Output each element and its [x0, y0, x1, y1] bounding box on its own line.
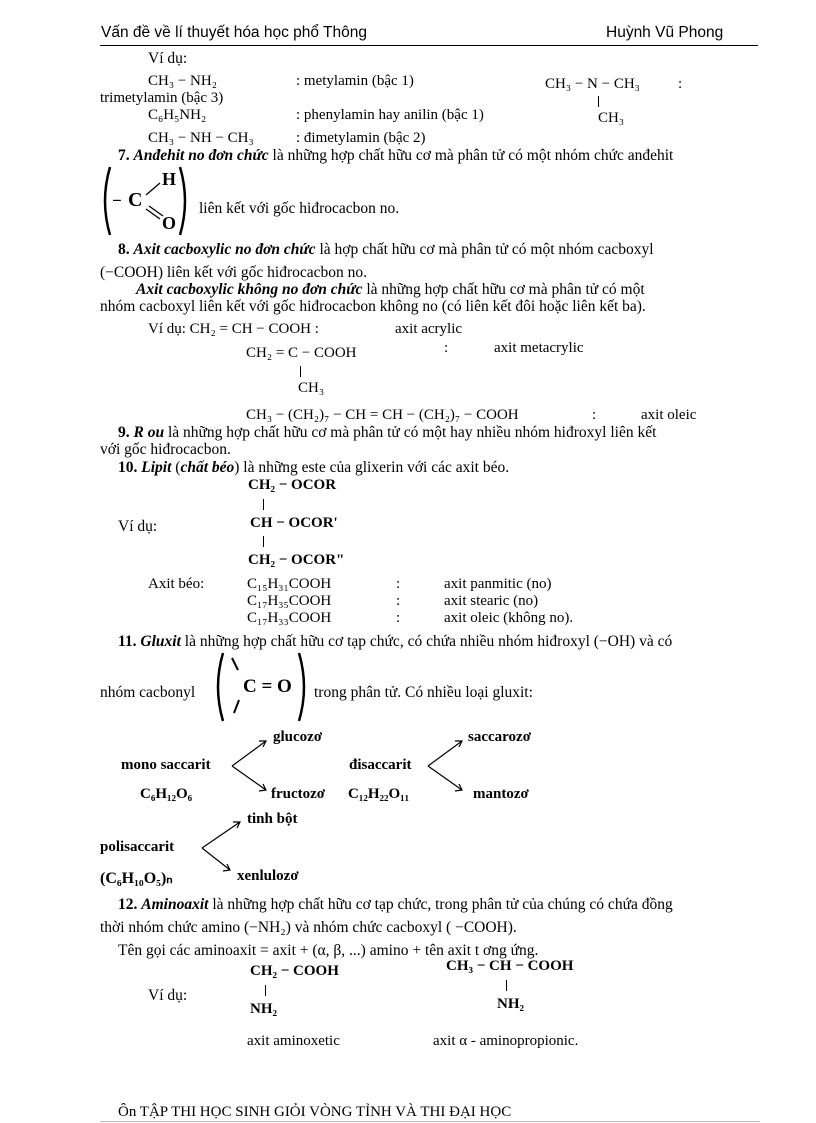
amino-name-1: axit aminoxetic: [247, 1033, 340, 1049]
header-title: Vấn đề về lí thuyết hóa học phổ Thông: [101, 24, 367, 41]
lipit-f2: CH − OCOR': [250, 515, 338, 531]
s12-line1: [118, 896, 673, 914]
arrow-saccarozo: [428, 741, 462, 766]
amino-f1b: NH₂: [250, 1001, 277, 1017]
footer-rule: [100, 1121, 760, 1122]
xenlulozo: xenlulozơ: [237, 868, 299, 884]
s7-term: Anđehit no đơn chức: [133, 147, 269, 164]
amin-trimethyl-formula: CH₃ − N − CH₃: [545, 76, 640, 92]
mantozo: mantozơ: [473, 786, 529, 802]
s8-ex3-colon: :: [592, 407, 597, 423]
acid-2-colon: :: [396, 593, 401, 609]
acid-3-formula: C₁₇H₃₃COOH: [247, 610, 332, 626]
s8-l2: (−COOH) liên kết với gốc hiđrocacbon no.: [100, 264, 368, 281]
footer-text: Ôn TẬP THI HỌC SINH GIỎI VÒNG TỈNH VÀ THI ĐẠI HỌC: [118, 1104, 512, 1120]
fructozo: fructozơ: [271, 786, 326, 802]
s7-h: H: [162, 169, 177, 189]
s7-o: O: [162, 213, 177, 233]
s8-ex2-name: axit metacrylic: [494, 340, 584, 356]
s10-text: là những este của glixerin với các axit béo.: [243, 459, 510, 476]
s8-ex1: Ví dụ: CH₂ = CH − COOH :: [148, 321, 319, 337]
tinh-bot: tinh bột: [247, 811, 298, 827]
polisaccarit: polisaccarit: [100, 839, 175, 855]
s10-num: 10.: [118, 459, 138, 476]
amin-r4-formula: CH₃ − NH − CH₃: [148, 130, 254, 146]
s11-num: 11.: [118, 633, 137, 650]
acid-1-formula: C₁₅H₃₁COOH: [247, 576, 332, 592]
s10-term2: chất béo: [180, 459, 235, 476]
arrow-mantozo: [428, 766, 462, 791]
arrow-fructozo: [232, 766, 266, 791]
amin-trimethyl-ch3: CH₃: [598, 110, 625, 126]
s8-term2: Axit cacboxylic không no đơn chức: [136, 281, 363, 298]
s8-ex2: CH₂ = C − COOH: [246, 345, 357, 361]
s8-num: 8.: [118, 241, 130, 258]
lipit-f3: CH₂ − OCOR": [248, 552, 345, 568]
amino-name-2: axit α - aminopropionic.: [433, 1033, 579, 1049]
s8-term: Axit cacboxylic no đơn chức: [133, 241, 316, 258]
s8-l4: nhóm cacboxyl liên kết với gốc hiđrocacbon không no (có liên kết đôi hoặc liên kết ba).: [100, 298, 646, 315]
amin-r1-name: : metylamin (bậc 1): [296, 73, 414, 89]
acid-1-colon: :: [396, 576, 401, 592]
amin-r1-formula: CH₃ − NH₂: [148, 73, 217, 89]
amin-vidu: Ví dụ:: [148, 50, 188, 67]
s8-ex2-ch3: CH₃: [298, 380, 325, 396]
s8-l3: là những hợp chất hữu cơ mà phân tử có một: [366, 281, 645, 298]
acid-2-formula: C₁₇H₃₅COOH: [247, 593, 332, 609]
s8-ex2-colon: :: [444, 340, 449, 356]
s11-l1: là những hợp chất hữu cơ tạp chức, có chứa nhiều nhóm hiđroxyl (−OH) và có: [184, 633, 673, 650]
amin-r3-name: : phenylamin hay anilin (bậc 1): [296, 107, 484, 123]
acid-3-name: axit oleic (không no).: [444, 610, 574, 626]
amin-r3-formula: C₆H₅NH₂: [148, 107, 207, 123]
poli-formula: (C₆H₁₀O₅)ₙ: [100, 870, 173, 887]
mono-formula: C₆H₁₂O₆: [140, 786, 193, 802]
s12-num: 12.: [118, 896, 138, 913]
amin-r2: trimetylamin (bậc 3): [100, 90, 224, 106]
s11-pre: nhóm cacbonyl: [100, 684, 196, 701]
acid-3-colon: :: [396, 610, 401, 626]
amin-r4-name: : đimetylamin (bậc 2): [296, 130, 426, 146]
di-formula: C₁₂H₂₂O₁₁: [348, 786, 410, 802]
s9-l2: với gốc hiđrocacbon.: [100, 441, 231, 458]
arrow-glucozo: [232, 741, 266, 766]
s12-l3: Tên gọi các aminoaxit = axit + (α, β, ...) amino + tên axit t ơng ứng.: [118, 942, 539, 959]
s7-tail: liên kết với gốc hiđrocacbon no.: [199, 200, 400, 217]
amino-f2b: NH₂: [497, 996, 524, 1012]
s8-l1: là hợp chất hữu cơ mà phân tử có một nhóm cacboxyl: [319, 241, 654, 258]
s10-line: 10. Lipit (chất béo) là những este của glixerin với các axit béo.: [118, 459, 510, 476]
s8-ex1-name: axit acrylic: [395, 321, 463, 337]
s8-ex3: CH₃ − (CH₂)₇ − CH = CH − (CH₂)₇ − COOH: [246, 407, 519, 423]
s12-vidu: Ví dụ:: [148, 987, 188, 1004]
lipit-f1: CH₂ − OCOR: [248, 477, 337, 493]
arrow-xenlulozo: [202, 848, 230, 871]
s11-post: trong phân tử. Có nhiều loại gluxit:: [314, 684, 533, 701]
s9-term: R ou: [133, 424, 165, 441]
s12-l2: thời nhóm chức amino (−NH₂) và nhóm chức cacboxyl ( −COOH).: [100, 919, 517, 936]
amino-f2a: CH₃ − CH − COOH: [446, 958, 574, 974]
saccarozo: saccarozơ: [468, 729, 532, 745]
s11-term: Gluxit: [140, 633, 181, 650]
s7-num: 7.: [118, 147, 130, 164]
s12-term: Aminoaxit: [141, 896, 209, 913]
glucozo: glucozơ: [273, 729, 323, 745]
s7-dash: −: [112, 191, 122, 210]
s10-term: Lipit: [141, 459, 172, 476]
amin-trimethyl-colon: :: [678, 76, 683, 92]
s12-l1: là những hợp chất hữu cơ tạp chức, trong phân tử của chúng có chứa đồng: [212, 896, 673, 913]
s10-axitbeo: Axit béo:: [148, 576, 205, 592]
amino-f1a: CH₂ − COOH: [250, 963, 339, 979]
acid-1-name: axit panmitic (no): [444, 576, 552, 592]
header-author: Huỳnh Vũ Phong: [606, 24, 724, 41]
disaccarit: đisaccarit: [349, 757, 412, 773]
s7-text: là những hợp chất hữu cơ mà phân tử có một nhóm chức anđehit: [272, 147, 674, 164]
bond-line: [506, 980, 507, 991]
s9-l1: là những hợp chất hữu cơ mà phân tử có một hay nhiều nhóm hiđroxyl liên kết: [167, 424, 657, 441]
s7-c: C: [128, 189, 143, 211]
s10-vidu: Ví dụ:: [118, 518, 158, 535]
acid-2-name: axit stearic (no): [444, 593, 539, 609]
s8-ex3-name: axit oleic: [641, 407, 697, 423]
s11-co: C = O: [243, 676, 292, 697]
s9-num: 9.: [118, 424, 130, 441]
mono-saccarit: mono saccarit: [121, 757, 211, 773]
bond-line: [265, 985, 266, 996]
arrow-tinhbot: [202, 822, 240, 848]
